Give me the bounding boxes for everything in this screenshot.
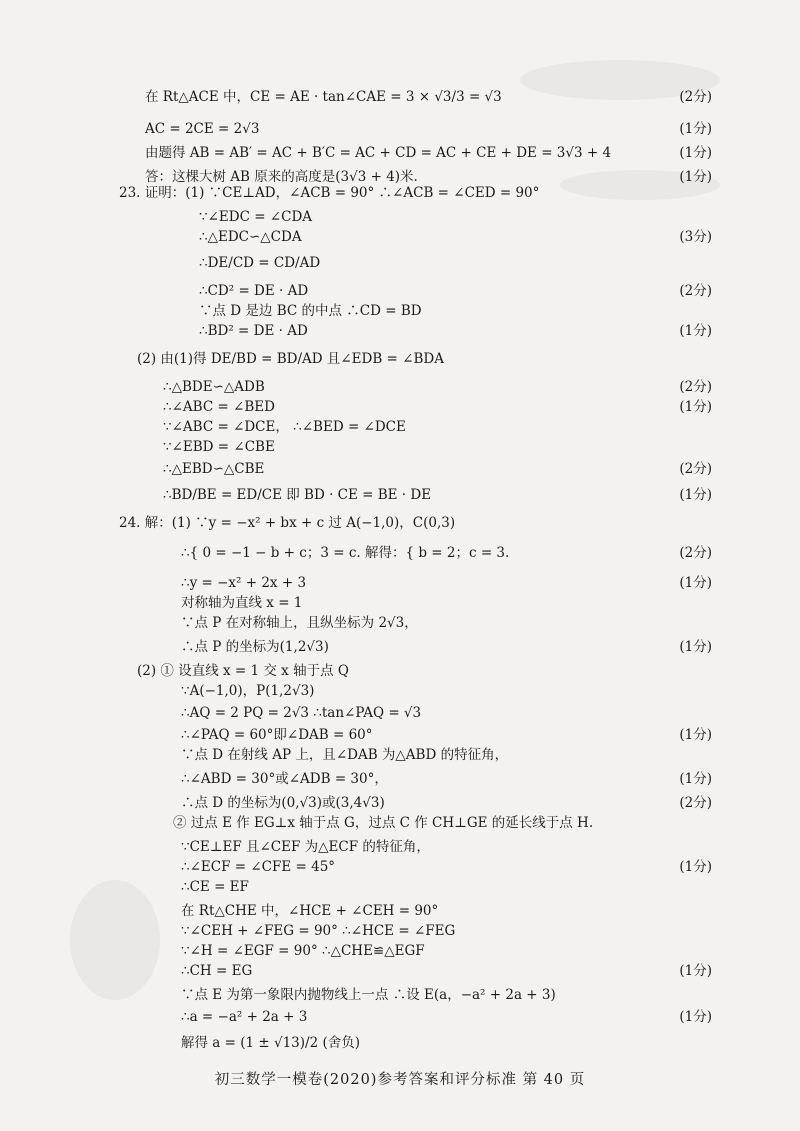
score-mark: (1分) bbox=[679, 859, 712, 875]
solution-line: AC = 2CE = 2√3 bbox=[145, 121, 260, 137]
score-mark: (1分) bbox=[679, 399, 712, 415]
solution-line: ∴BD/BE = ED/CE 即 BD · CE = BE · DE bbox=[163, 487, 432, 503]
score-mark: (1分) bbox=[679, 771, 712, 787]
score-mark: (2分) bbox=[679, 545, 712, 561]
score-mark: (2分) bbox=[679, 379, 712, 395]
solution-line: ∴△BDE∽△ADB bbox=[163, 379, 265, 395]
score-mark: (2分) bbox=[679, 89, 712, 105]
solution-line: 23. 证明：(1) ∵CE⊥AD，∠ACB = 90° ∴∠ACB = ∠CED = 90° bbox=[119, 185, 540, 201]
score-mark: (1分) bbox=[679, 323, 712, 339]
solution-line: ∴CE = EF bbox=[181, 879, 249, 895]
score-mark: (1分) bbox=[679, 575, 712, 591]
solution-line: ∵∠H = ∠EGF = 90° ∴△CHE≌△EGF bbox=[181, 943, 425, 959]
score-mark: (1分) bbox=[679, 639, 712, 655]
solution-line: ∴y = −x² + 2x + 3 bbox=[181, 575, 307, 591]
score-mark: (1分) bbox=[679, 963, 712, 979]
solution-line: ∵A(−1,0)，P(1,2√3) bbox=[181, 683, 315, 699]
solution-line: ∴{ 0 = −1 − b + c；3 = c. 解得：{ b = 2；c = 3. bbox=[181, 545, 510, 561]
solution-line: ∴点 P 的坐标为(1,2√3) bbox=[181, 639, 329, 655]
solution-line: 24. 解：(1) ∵y = −x² + bx + c 过 A(−1,0)，C(0,3) bbox=[119, 515, 456, 531]
solution-line: ∴∠PAQ = 60°即∠DAB = 60° bbox=[181, 727, 373, 743]
score-mark: (1分) bbox=[679, 487, 712, 503]
solution-line: 解得 a = (1 ± √13)/2 (舍负) bbox=[181, 1035, 360, 1051]
solution-line: ∴∠ECF = ∠CFE = 45° bbox=[181, 859, 336, 875]
score-mark: (1分) bbox=[679, 121, 712, 137]
solution-line: ∵∠EBD = ∠CBE bbox=[163, 439, 275, 455]
score-mark: (1分) bbox=[679, 727, 712, 743]
score-mark: (1分) bbox=[679, 145, 712, 161]
solution-line: (2) 由(1)得 DE/BD = BD/AD 且∠EDB = ∠BDA bbox=[137, 351, 444, 367]
solution-line: ∵点 D 在射线 AP 上，且∠DAB 为△ABD 的特征角， bbox=[181, 747, 509, 763]
solution-line: ∴AQ = 2 PQ = 2√3 ∴tan∠PAQ = √3 bbox=[181, 705, 422, 721]
score-mark: (2分) bbox=[679, 461, 712, 477]
solution-line: ∴△EDC∽△CDA bbox=[199, 229, 302, 245]
solution-line: ∵点 P 在对称轴上，且纵坐标为 2√3， bbox=[181, 615, 418, 631]
score-mark: (2分) bbox=[679, 283, 712, 299]
solution-line: ∵点 D 是边 BC 的中点 ∴CD = BD bbox=[199, 303, 422, 319]
page-footer: 初三数学一模卷(2020)参考答案和评分标准 第 40 页 bbox=[214, 1072, 586, 1088]
score-mark: (1分) bbox=[679, 1009, 712, 1025]
solution-line: ∴∠ABC = ∠BED bbox=[163, 399, 275, 415]
solution-line: 对称轴为直线 x = 1 bbox=[181, 595, 303, 611]
solution-line: ∴∠ABD = 30°或∠ADB = 30°， bbox=[181, 771, 388, 787]
solution-line: ∴△EBD∽△CBE bbox=[163, 461, 265, 477]
solution-line: (2) ① 设直线 x = 1 交 x 轴于点 Q bbox=[137, 663, 349, 679]
solution-line: ∴CD² = DE · AD bbox=[199, 283, 309, 299]
score-mark: (1分) bbox=[679, 169, 712, 185]
solution-line: ∴点 D 的坐标为(0,√3)或(3,4√3) bbox=[181, 795, 385, 811]
solution-line: ② 过点 E 作 EG⊥x 轴于点 G，过点 C 作 CH⊥GE 的延长线于点 H. bbox=[173, 815, 594, 831]
solution-line: 在 Rt△ACE 中，CE = AE · tan∠CAE = 3 × √3/3 = √3 bbox=[145, 89, 502, 105]
solution-line: ∵∠EDC = ∠CDA bbox=[199, 209, 313, 225]
solution-line: 答：这棵大树 AB 原来的高度是(3√3 + 4)米. bbox=[145, 169, 418, 185]
solution-line: ∵点 E 为第一象限内抛物线上一点 ∴设 E(a，−a² + 2a + 3) bbox=[181, 987, 556, 1003]
solution-line: 在 Rt△CHE 中，∠HCE + ∠CEH = 90° bbox=[181, 903, 439, 919]
scan-smudge bbox=[70, 880, 160, 1000]
solution-line: ∴a = −a² + 2a + 3 bbox=[181, 1009, 308, 1025]
solution-line: ∵∠CEH + ∠FEG = 90° ∴∠HCE = ∠FEG bbox=[181, 923, 456, 939]
solution-line: ∵CE⊥EF 且∠CEF 为△ECF 的特征角， bbox=[181, 839, 430, 855]
solution-line: ∴DE/CD = CD/AD bbox=[199, 255, 321, 271]
solution-line: 由题得 AB = AB′ = AC + B′C = AC + CD = AC + CE + DE = 3√3 + 4 bbox=[145, 145, 612, 161]
solution-line: ∵∠ABC = ∠DCE， ∴∠BED = ∠DCE bbox=[163, 419, 406, 435]
solution-line: ∴BD² = DE · AD bbox=[199, 323, 308, 339]
solution-line: ∴CH = EG bbox=[181, 963, 253, 979]
score-mark: (2分) bbox=[679, 795, 712, 811]
score-mark: (3分) bbox=[679, 229, 712, 245]
